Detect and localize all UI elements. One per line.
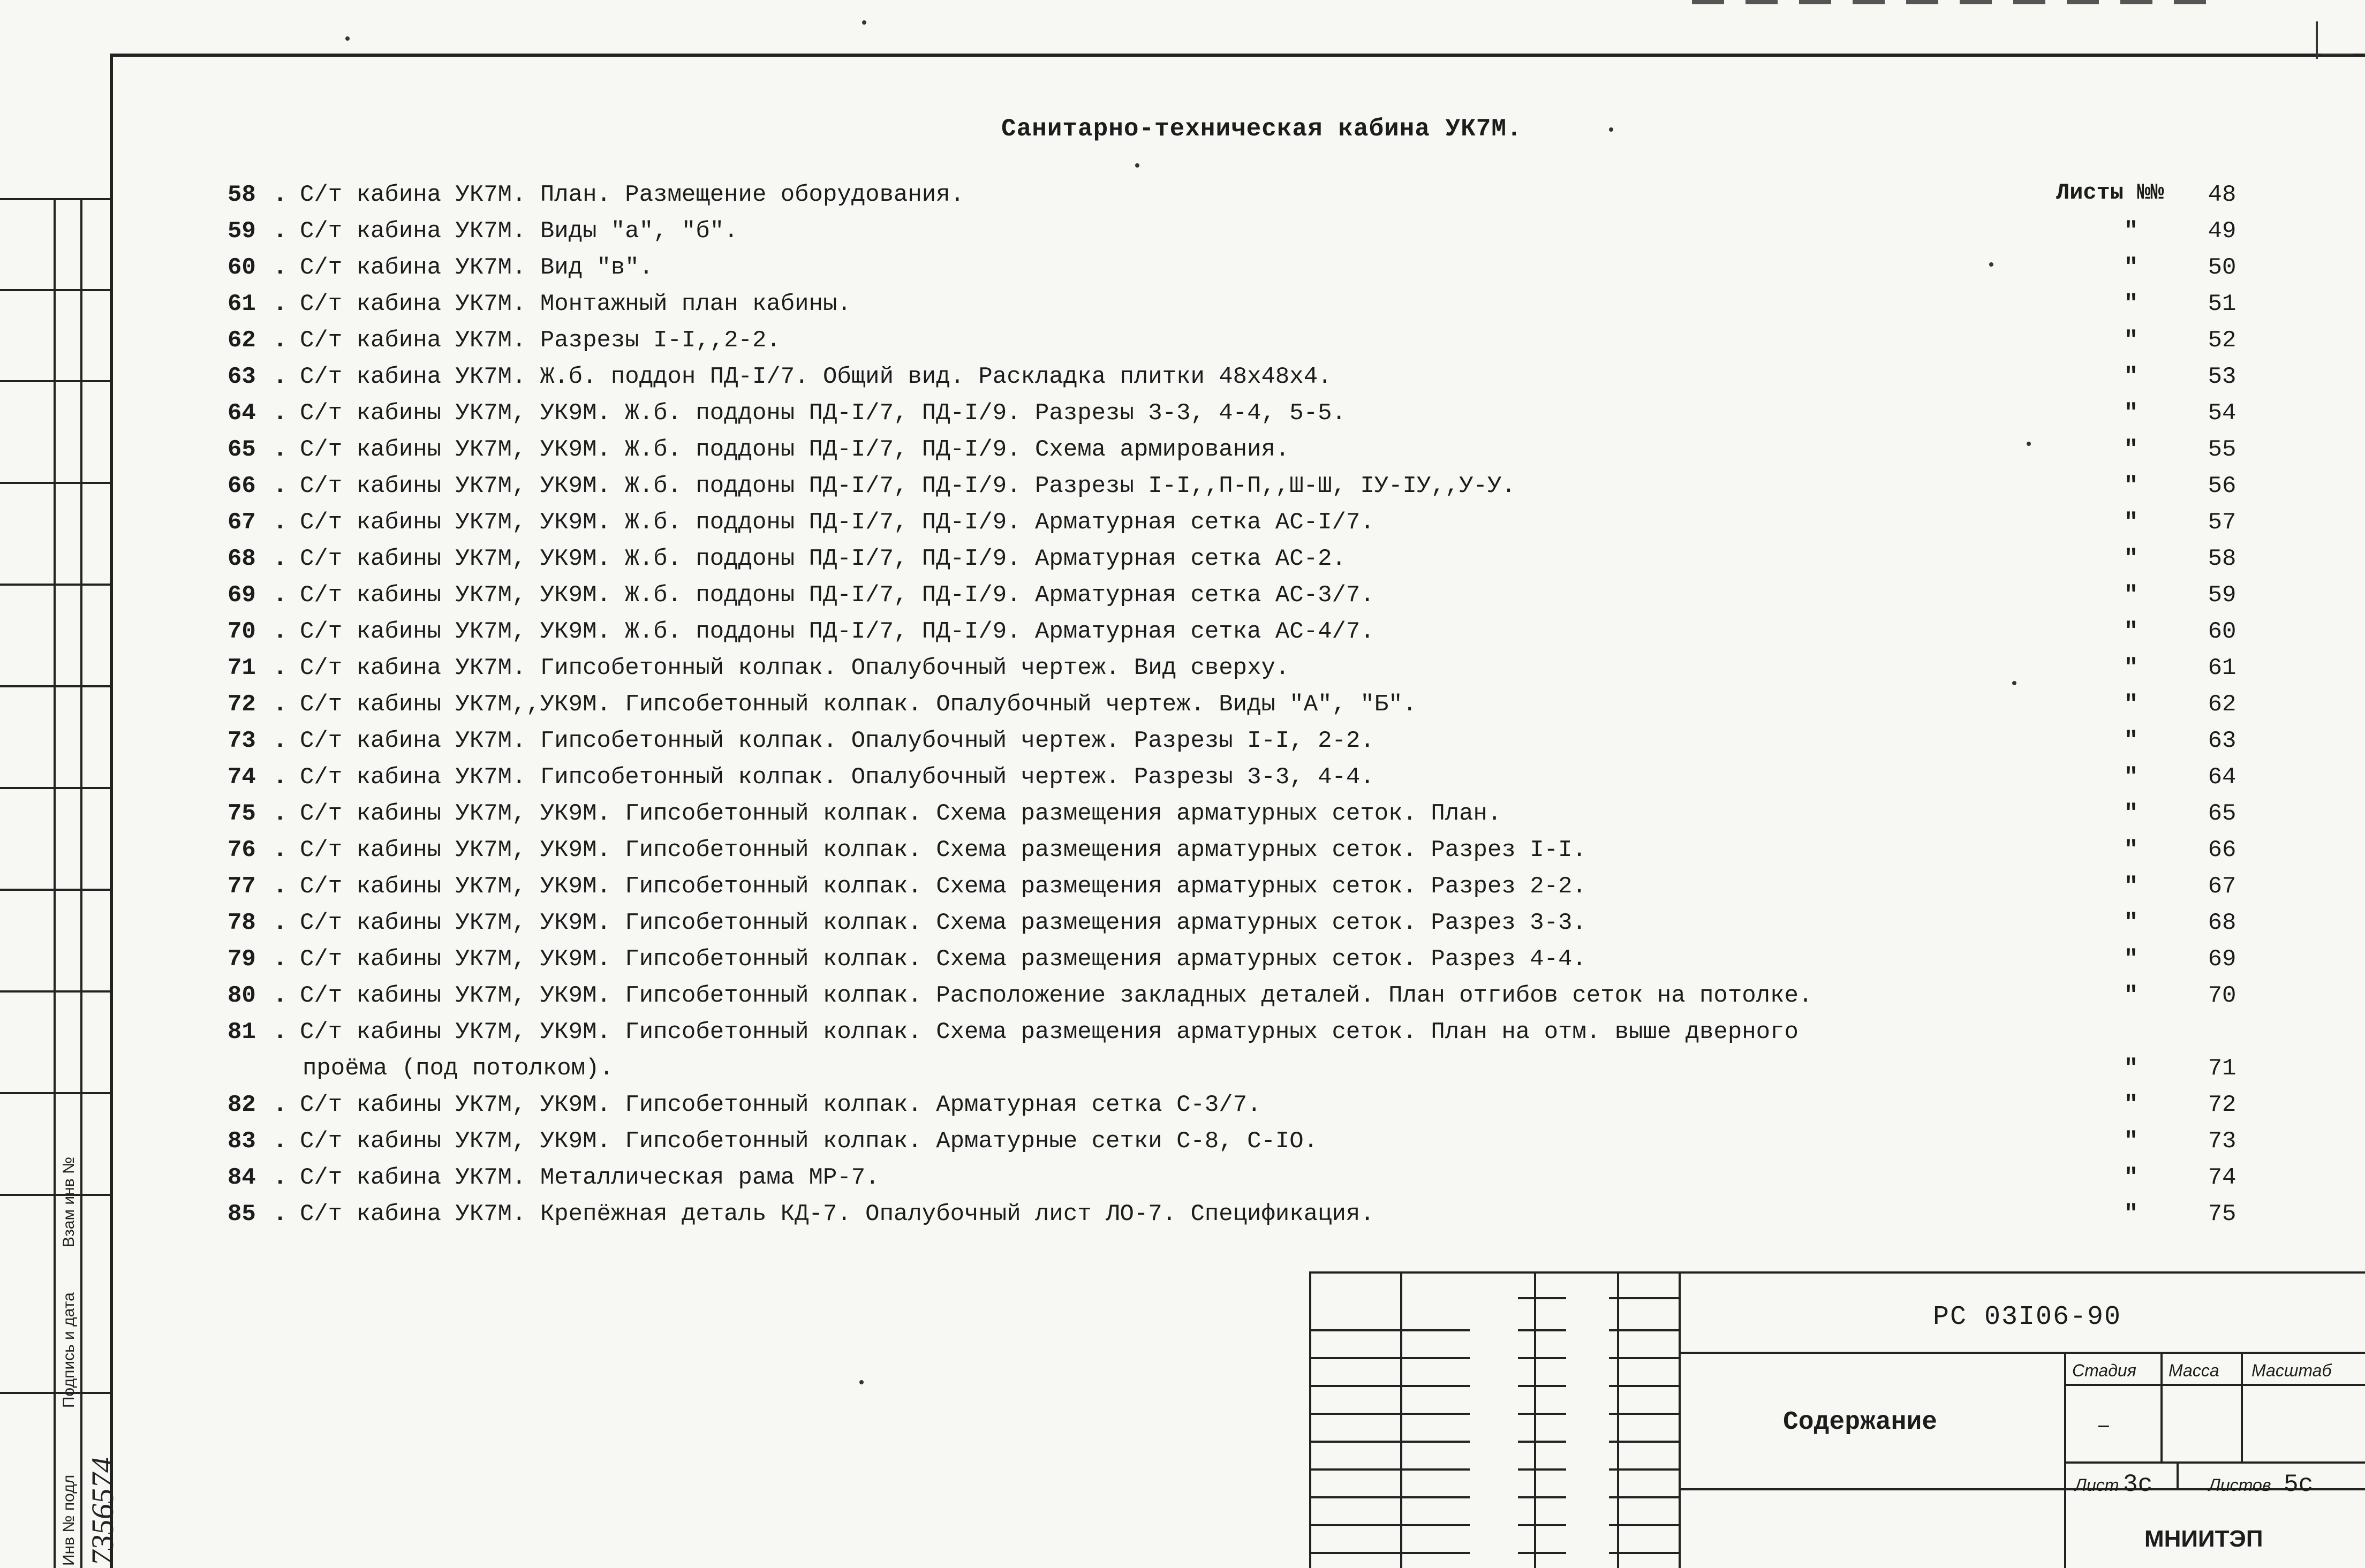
toc-number: 80 <box>228 982 256 1009</box>
stamp-line <box>0 787 110 789</box>
toc-text: С/т кабины УК7М, УК9М. Ж.б. поддоны ПД-I/7, ПД-I/9. Арматурная сетка АС-4/7. <box>300 618 1374 645</box>
stamp-line <box>0 990 110 993</box>
toc-number: 70 <box>228 618 256 645</box>
toc-separator: . <box>273 1128 288 1155</box>
toc-number: 81 <box>228 1019 256 1046</box>
toc-text: С/т кабины УК7М, УК9М. Ж.б. поддоны ПД-I/7, ПД-I/9. Арматурная сетка АС-I/7. <box>300 509 1374 536</box>
toc-ditto-mark: " <box>2124 910 2139 936</box>
toc-ditto-mark: " <box>2124 1201 2139 1228</box>
toc-separator: . <box>273 1019 288 1046</box>
toc-text: С/т кабины УК7М, УК9М. Гипсобетонный колпак. Схема размещения арматурных сеток. План на отм. выше дверного <box>300 1019 1799 1046</box>
stamp-line <box>54 198 56 1568</box>
stamp-line <box>0 1194 110 1196</box>
toc-separator: . <box>273 800 288 827</box>
toc-ditto-mark: " <box>2124 546 2139 572</box>
toc-sheet-number: 52 <box>2208 327 2236 354</box>
toc-text: С/т кабина УК7М. Монтажный план кабины. <box>300 291 851 317</box>
toc-ditto-mark: " <box>2124 473 2139 499</box>
corner-tick <box>2316 21 2318 59</box>
toc-text: С/т кабины УК7М, УК9М. Гипсобетонный колпак. Схема размещения арматурных сеток. План. <box>300 800 1502 827</box>
toc-sheet-number: 68 <box>2208 910 2236 936</box>
toc-row <box>0 759 2365 796</box>
toc-sheet-number: 48 <box>2208 181 2236 208</box>
sheet-value: 3с <box>2123 1471 2153 1498</box>
toc-row <box>0 1196 2365 1232</box>
toc-text: С/т кабина УК7М. Гипсобетонный колпак. Опалубочный чертеж. Разрезы I-I, 2-2. <box>300 728 1374 754</box>
frame-top-border <box>110 54 2365 57</box>
toc-text: С/т кабины УК7М, УК9М. Ж.б. поддоны ПД-I/7, ПД-I/9. Разрезы 3-3, 4-4, 5-5. <box>300 400 1346 427</box>
toc-ditto-mark: " <box>2124 509 2139 536</box>
toc-text: С/т кабина УК7М. Ж.б. поддон ПД-I/7. Общий вид. Раскладка плитки 48х48х4. <box>300 363 1332 390</box>
toc-separator: . <box>273 327 288 354</box>
toc-number: 75 <box>228 800 256 827</box>
toc-text: С/т кабины УК7М, УК9М. Гипсобетонный колпак. Арматурная сетка С-3/7. <box>300 1092 1261 1118</box>
toc-row <box>0 1160 2365 1196</box>
toc-number: 68 <box>228 546 256 572</box>
toc-row <box>0 504 2365 541</box>
stamp-line <box>0 380 110 382</box>
stamp-line <box>0 482 110 484</box>
toc-separator: . <box>273 509 288 536</box>
toc-row <box>0 395 2365 431</box>
toc-sheet-number: 72 <box>2208 1092 2236 1118</box>
sheets-value: 5с <box>2284 1471 2314 1498</box>
toc-number: 84 <box>228 1164 256 1191</box>
scale-label: Масштаб <box>2251 1361 2332 1380</box>
stamp-line <box>80 198 82 1568</box>
toc-row <box>0 249 2365 286</box>
toc-separator: . <box>273 400 288 427</box>
document-title: Санитарно-техническая кабина УК7М. <box>1001 115 1522 143</box>
toc-ditto-mark: " <box>2124 400 2139 427</box>
toc-number: 65 <box>228 436 256 463</box>
stamp-line <box>0 889 110 891</box>
toc-number: 79 <box>228 946 256 973</box>
toc-number: 74 <box>228 764 256 791</box>
toc-separator: . <box>273 764 288 791</box>
toc-text: С/т кабины УК7М, УК9М. Ж.б. поддоны ПД-I/7, ПД-I/9. Разрезы I-I,,П-П,,Ш-Ш, IУ-IУ,,У-У. <box>300 473 1516 499</box>
toc-text: С/т кабины УК7М, УК9М. Гипсобетонный колпак. Схема размещения арматурных сеток. Разрез 3-3. <box>300 910 1586 936</box>
toc-separator: . <box>273 1201 288 1228</box>
toc-number: 72 <box>228 691 256 718</box>
toc-text: С/т кабины УК7М, УК9М. Гипсобетонный колпак. Схема размещения арматурных сеток. Разрез 4-4. <box>300 946 1586 973</box>
toc-row <box>0 650 2365 686</box>
toc-sheet-number: 66 <box>2208 837 2236 863</box>
toc-ditto-mark: " <box>2124 291 2139 317</box>
toc-separator: . <box>273 618 288 645</box>
toc-text: С/т кабина УК7М. Вид "в". <box>300 254 654 281</box>
scan-speck <box>1989 262 1993 267</box>
toc-sheet-number: 62 <box>2208 691 2236 718</box>
toc-sheet-number: 70 <box>2208 982 2236 1009</box>
toc-separator: . <box>273 291 288 317</box>
toc-row <box>0 941 2365 978</box>
toc-sheet-number: 57 <box>2208 509 2236 536</box>
toc-ditto-mark: " <box>2124 982 2139 1009</box>
scan-speck <box>2027 442 2031 446</box>
toc-row <box>0 1087 2365 1123</box>
toc-row <box>0 431 2365 468</box>
toc-text-continuation: проёма (под потолком). <box>303 1055 614 1082</box>
toc-sheet-number: 71 <box>2208 1055 2236 1082</box>
toc-ditto-mark: " <box>2124 873 2139 900</box>
toc-sheet-number: 67 <box>2208 873 2236 900</box>
toc-text: С/т кабина УК7М. План. Размещение оборудования. <box>300 181 965 208</box>
scan-speck <box>2012 681 2016 685</box>
toc-number: 59 <box>228 218 256 245</box>
toc-row <box>0 686 2365 723</box>
scan-speck <box>859 1380 864 1384</box>
toc-separator: . <box>273 837 288 863</box>
toc-separator: . <box>273 254 288 281</box>
toc-number: 82 <box>228 1092 256 1118</box>
toc-ditto-mark: " <box>2124 582 2139 609</box>
toc-text: С/т кабины УК7М, УК9М. Ж.б. поддоны ПД-I/7, ПД-I/9. Схема армирования. <box>300 436 1290 463</box>
toc-ditto-mark: " <box>2124 363 2139 390</box>
toc-number: 61 <box>228 291 256 317</box>
toc-row <box>0 1123 2365 1160</box>
toc-row <box>0 322 2365 359</box>
toc-sheet-number: 49 <box>2208 218 2236 245</box>
toc-row <box>0 1014 2365 1087</box>
toc-separator: . <box>273 473 288 499</box>
toc-row <box>0 359 2365 395</box>
toc-text: С/т кабины УК7М,,УК9М. Гипсобетонный колпак. Опалубочный чертеж. Виды "А", "Б". <box>300 691 1417 718</box>
toc-row <box>0 796 2365 832</box>
toc-sheet-number: 75 <box>2208 1201 2236 1228</box>
toc-row <box>0 905 2365 941</box>
toc-sheet-number: 73 <box>2208 1128 2236 1155</box>
sheet-label: Лист <box>2075 1475 2119 1495</box>
toc-sheet-number: 60 <box>2208 618 2236 645</box>
top-edge-marks <box>1692 0 2227 4</box>
toc-separator: . <box>273 1164 288 1191</box>
toc-sheet-number: 51 <box>2208 291 2236 317</box>
toc-separator: . <box>273 910 288 936</box>
stamp-line <box>0 1392 110 1394</box>
stamp-inv-label: Взам инв № <box>60 1156 78 1247</box>
toc-ditto-mark: " <box>2124 436 2139 463</box>
sheets-column-header: Листы №№ <box>2056 180 2164 206</box>
document-code: РС 03I06-90 <box>1933 1302 2122 1332</box>
stage-label: Стадия <box>2072 1361 2136 1380</box>
toc-text: С/т кабина УК7М. Гипсобетонный колпак. Опалубочный чертеж. Вид сверху. <box>300 655 1290 681</box>
toc-separator: . <box>273 363 288 390</box>
toc-number: 71 <box>228 655 256 681</box>
toc-row <box>0 213 2365 249</box>
toc-ditto-mark: " <box>2124 1128 2139 1155</box>
toc-number: 60 <box>228 254 256 281</box>
stamp-line <box>0 584 110 586</box>
toc-separator: . <box>273 181 288 208</box>
toc-number: 67 <box>228 509 256 536</box>
toc-row <box>0 832 2365 868</box>
toc-text: С/т кабины УК7М, УК9М. Гипсобетонный колпак. Схема размещения арматурных сеток. Разрез I-I. <box>300 837 1586 863</box>
toc-separator: . <box>273 218 288 245</box>
toc-text: С/т кабины УК7М, УК9М. Гипсобетонный колпак. Расположение закладных деталей. План отгибов сеток на потолке. <box>300 982 1813 1009</box>
stage-value: – <box>2096 1412 2111 1440</box>
toc-sheet-number: 55 <box>2208 436 2236 463</box>
toc-number: 85 <box>228 1201 256 1228</box>
toc-sheet-number: 65 <box>2208 800 2236 827</box>
toc-separator: . <box>273 873 288 900</box>
toc-ditto-mark: " <box>2124 691 2139 718</box>
toc-sheet-number: 50 <box>2208 254 2236 281</box>
toc-number: 78 <box>228 910 256 936</box>
toc-ditto-mark: " <box>2124 946 2139 973</box>
toc-ditto-mark: " <box>2124 218 2139 245</box>
toc-sheet-number: 63 <box>2208 728 2236 754</box>
toc-sheet-number: 53 <box>2208 363 2236 390</box>
stamp-podl-value: 7356574 <box>85 1457 120 1566</box>
toc-ditto-mark: " <box>2124 655 2139 681</box>
toc-ditto-mark: " <box>2124 1164 2139 1191</box>
toc-ditto-mark: " <box>2124 254 2139 281</box>
document-name: Содержание <box>1783 1408 1938 1437</box>
toc-separator: . <box>273 691 288 718</box>
toc-row <box>0 541 2365 577</box>
toc-ditto-mark: " <box>2124 728 2139 754</box>
toc-text: С/т кабины УК7М, УК9М. Гипсобетонный колпак. Схема размещения арматурных сеток. Разрез 2-2. <box>300 873 1586 900</box>
toc-text: С/т кабина УК7М. Крепёжная деталь КД-7. Опалубочный лист ЛО-7. Спецификация. <box>300 1201 1374 1228</box>
stamp-podl-label: Инв № подл <box>60 1474 78 1566</box>
toc-ditto-mark: " <box>2124 1092 2139 1118</box>
toc-ditto-mark: " <box>2124 327 2139 354</box>
toc-text: С/т кабина УК7М. Виды "а", "б". <box>300 218 738 245</box>
toc-text: С/т кабины УК7М, УК9М. Ж.б. поддоны ПД-I/7, ПД-I/9. Арматурная сетка АС-3/7. <box>300 582 1374 609</box>
toc-number: 66 <box>228 473 256 499</box>
toc-row <box>0 177 2365 213</box>
toc-sheet-number: 54 <box>2208 400 2236 427</box>
toc-separator: . <box>273 982 288 1009</box>
toc-sheet-number: 64 <box>2208 764 2236 791</box>
toc-separator: . <box>273 582 288 609</box>
scan-speck <box>1609 127 1613 132</box>
toc-ditto-mark: " <box>2124 1055 2139 1082</box>
toc-row <box>0 868 2365 905</box>
toc-text: С/т кабина УК7М. Гипсобетонный колпак. Опалубочный чертеж. Разрезы 3-3, 4-4. <box>300 764 1374 791</box>
organization-name: МНИИТЭП <box>2144 1526 2263 1552</box>
left-margin-stamp <box>0 198 110 1568</box>
mass-label: Масса <box>2168 1361 2219 1380</box>
toc-text: С/т кабины УК7М, УК9М. Гипсобетонный колпак. Арматурные сетки С-8, С-IO. <box>300 1128 1318 1155</box>
toc-sheet-number: 74 <box>2208 1164 2236 1191</box>
toc-number: 83 <box>228 1128 256 1155</box>
toc-separator: . <box>273 728 288 754</box>
toc-separator: . <box>273 546 288 572</box>
toc-row <box>0 577 2365 613</box>
toc-sheet-number: 69 <box>2208 946 2236 973</box>
sheets-label: Листов <box>2209 1475 2271 1495</box>
toc-separator: . <box>273 436 288 463</box>
toc-number: 73 <box>228 728 256 754</box>
toc-separator: . <box>273 1092 288 1118</box>
toc-row <box>0 978 2365 1014</box>
toc-sheet-number: 61 <box>2208 655 2236 681</box>
toc-number: 58 <box>228 181 256 208</box>
toc-ditto-mark: " <box>2124 837 2139 863</box>
toc-sheet-number: 59 <box>2208 582 2236 609</box>
toc-sheet-number: 58 <box>2208 546 2236 572</box>
toc-number: 77 <box>228 873 256 900</box>
toc-row <box>0 723 2365 759</box>
toc-separator: . <box>273 946 288 973</box>
scan-speck <box>862 20 866 25</box>
toc-row <box>0 286 2365 322</box>
toc-text: С/т кабина УК7М. Разрезы I-I,,2-2. <box>300 327 781 354</box>
toc-sheet-number: 56 <box>2208 473 2236 499</box>
toc-row <box>0 613 2365 650</box>
stamp-line <box>0 198 110 200</box>
toc-separator: . <box>273 655 288 681</box>
toc-row <box>0 468 2365 504</box>
toc-ditto-mark: " <box>2124 618 2139 645</box>
corner-tick-horizontal <box>2321 54 2353 55</box>
stamp-line <box>0 289 110 291</box>
toc-text: С/т кабины УК7М, УК9М. Ж.б. поддоны ПД-I/7, ПД-I/9. Арматурная сетка АС-2. <box>300 546 1346 572</box>
toc-ditto-mark: " <box>2124 800 2139 827</box>
toc-number: 69 <box>228 582 256 609</box>
scan-speck <box>1135 163 1139 168</box>
toc-text: С/т кабина УК7М. Металлическая рама МР-7. <box>300 1164 880 1191</box>
toc-ditto-mark: " <box>2124 764 2139 791</box>
toc-number: 76 <box>228 837 256 863</box>
toc-number: 64 <box>228 400 256 427</box>
stamp-sign-label: Подпись и дата <box>60 1292 78 1408</box>
stamp-line <box>0 685 110 687</box>
scan-speck <box>345 36 350 41</box>
toc-number: 62 <box>228 327 256 354</box>
toc-number: 63 <box>228 363 256 390</box>
stamp-line <box>0 1092 110 1094</box>
